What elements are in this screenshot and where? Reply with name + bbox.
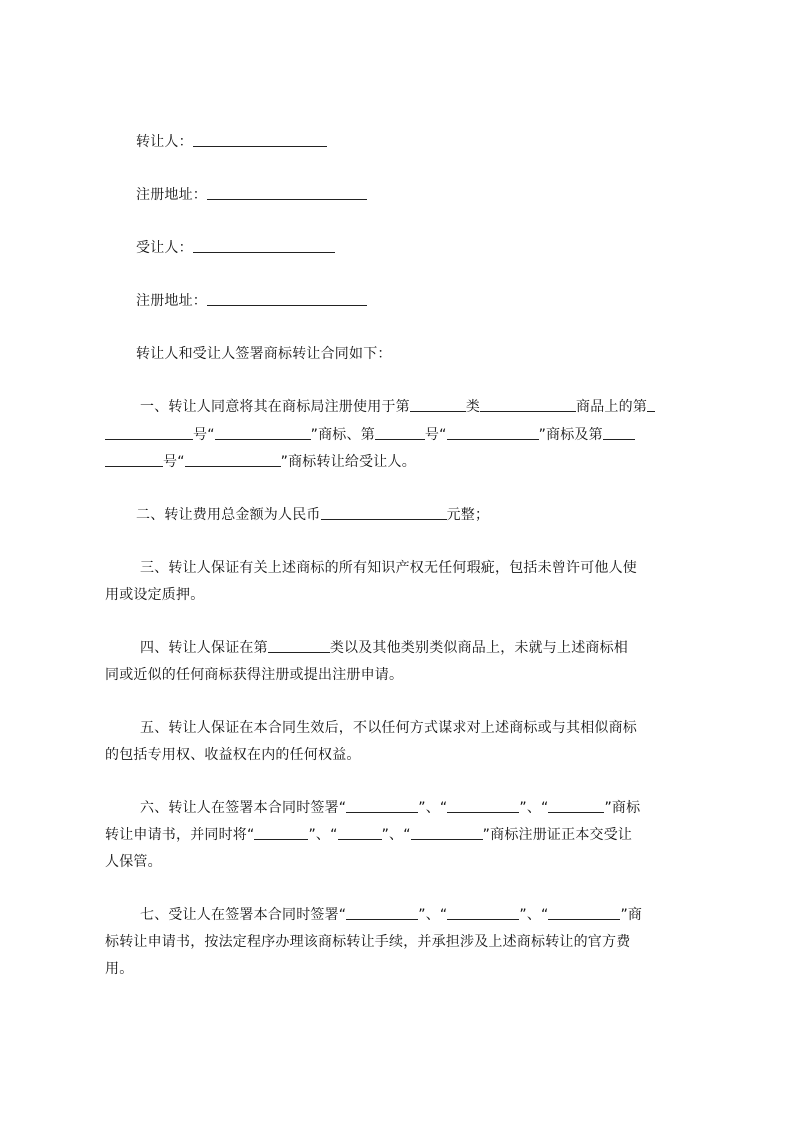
transferee-label: 受让人： (136, 240, 193, 256)
contract-intro: 转让人和受让人签署商标转让合同如下： (136, 346, 392, 362)
clause-6-trademark-3-blank[interactable] (548, 798, 604, 813)
transferor-address-field (136, 185, 367, 205)
trademark-no-1-blank[interactable] (105, 425, 193, 440)
class-number-blank[interactable] (410, 397, 466, 412)
clause-6-line-2 (105, 825, 632, 845)
transferee-blank[interactable] (193, 238, 335, 253)
transferor-address-label: 注册地址： (136, 187, 207, 203)
transferor-field (136, 132, 327, 152)
transferor-label: 转让人： (136, 134, 193, 150)
transferee-address-field (136, 291, 367, 311)
clause-1-text-f: 号“ (424, 427, 447, 443)
transferor-address-blank[interactable] (207, 185, 367, 200)
clause-1-line-3 (105, 452, 416, 472)
clause-3-line-1: 三、转让人保证有关上述商标的所有知识产权无任何瑕疵，包括未曾许可他人使 (140, 560, 637, 576)
clause-1-text-h: 号“ (163, 454, 185, 470)
clause-7-text-b: ”商 (620, 907, 643, 923)
clause-7-trademark-1-blank[interactable] (346, 905, 418, 920)
clause-4-line-2: 同或近似的任何商标获得注册或提出注册申请。 (105, 667, 404, 683)
clause-1-text-a: 一、转让人同意将其在商标局注册使用于第 (140, 399, 410, 415)
clause-4-line-1 (140, 638, 628, 658)
clause-1-line-2 (105, 425, 635, 445)
trademark-no-2-blank[interactable] (375, 425, 425, 440)
clause-6-trademark-2-blank[interactable] (447, 798, 519, 813)
clause-7-sep-2: ”、“ (519, 907, 549, 923)
clause-1-text-i: ”商标转让给受让人。 (280, 454, 416, 470)
clause-6-line-1 (140, 798, 640, 818)
clause-7-line-1 (140, 905, 642, 925)
clause-5-line-1: 五、转让人保证在本合同生效后，不以任何方式谋求对上述商标或与其相似商标 (140, 720, 637, 736)
clause-4-class-blank[interactable] (268, 638, 330, 653)
transferor-blank[interactable] (193, 132, 327, 147)
transferee-field (136, 238, 335, 258)
transferee-address-label: 注册地址： (136, 293, 207, 309)
clause-2-text-b: 元整； (446, 507, 490, 523)
clause-6-cert-3-blank[interactable] (411, 825, 483, 840)
clause-2 (136, 505, 489, 525)
clause-1-text-c: 商品上的第 (576, 399, 648, 415)
clause-6-text-a: 六、转让人在签署本合同时签署“ (140, 800, 347, 816)
clause-6-text-d: ”商标注册证正本交受让 (482, 827, 633, 843)
clause-6-line-3: 人保管。 (105, 854, 162, 870)
clause-5-line-2: 的包括专用权、收益权在内的任何权益。 (105, 747, 361, 763)
clause-1-text-b: 类 (465, 399, 481, 415)
clause-7-line-2: 标转让申请书，按法定程序办理该商标转让手续，并承担涉及上述商标转让的官方费 (105, 934, 631, 950)
clause-7-sep-1: ”、“ (418, 907, 448, 923)
goods-blank[interactable] (480, 397, 576, 412)
clause-6-text-c: 转让申请书，并同时将“ (105, 827, 255, 843)
clause-2-text-a: 二、转让费用总金额为人民币 (136, 507, 321, 523)
trademark-name-3-blank[interactable] (185, 452, 281, 467)
clause-6-cert-2-blank[interactable] (338, 825, 382, 840)
clause-3-line-2: 用或设定质押。 (105, 587, 205, 603)
clause-6-trademark-1-blank[interactable] (346, 798, 418, 813)
clause-6-text-b: ”商标 (604, 800, 641, 816)
clause-6-sep-3: ”、“ (308, 827, 338, 843)
clause-6-sep-4: ”、“ (381, 827, 411, 843)
clause-6-sep-2: ”、“ (519, 800, 549, 816)
trademark-no-3-blank[interactable] (105, 452, 163, 467)
clause-7-trademark-3-blank[interactable] (548, 905, 620, 920)
trademark-name-2-blank[interactable] (447, 425, 539, 440)
clause-1-text-d: 号“ (193, 427, 215, 443)
clause-4-text-a: 四、转让人保证在第 (140, 640, 268, 656)
clause-1-text-e: ”商标、第 (310, 427, 375, 443)
trademark-no-3-blank-start[interactable] (603, 425, 635, 440)
trademark-no-1-blank-start[interactable] (647, 397, 655, 412)
trademark-name-1-blank[interactable] (215, 425, 311, 440)
clause-7-line-3: 用。 (105, 961, 134, 977)
clause-1-line-1 (140, 397, 655, 417)
clause-6-cert-1-blank[interactable] (254, 825, 308, 840)
clause-6-sep-1: ”、“ (418, 800, 448, 816)
clause-7-trademark-2-blank[interactable] (447, 905, 519, 920)
clause-4-text-b: 类以及其他类别类似商品上，未就与上述商标相 (329, 640, 629, 656)
clause-1-text-g: ”商标及第 (538, 427, 603, 443)
clause-7-text-a: 七、受让人在签署本合同时签署“ (140, 907, 347, 923)
amount-blank[interactable] (321, 505, 447, 520)
transferee-address-blank[interactable] (207, 291, 367, 306)
